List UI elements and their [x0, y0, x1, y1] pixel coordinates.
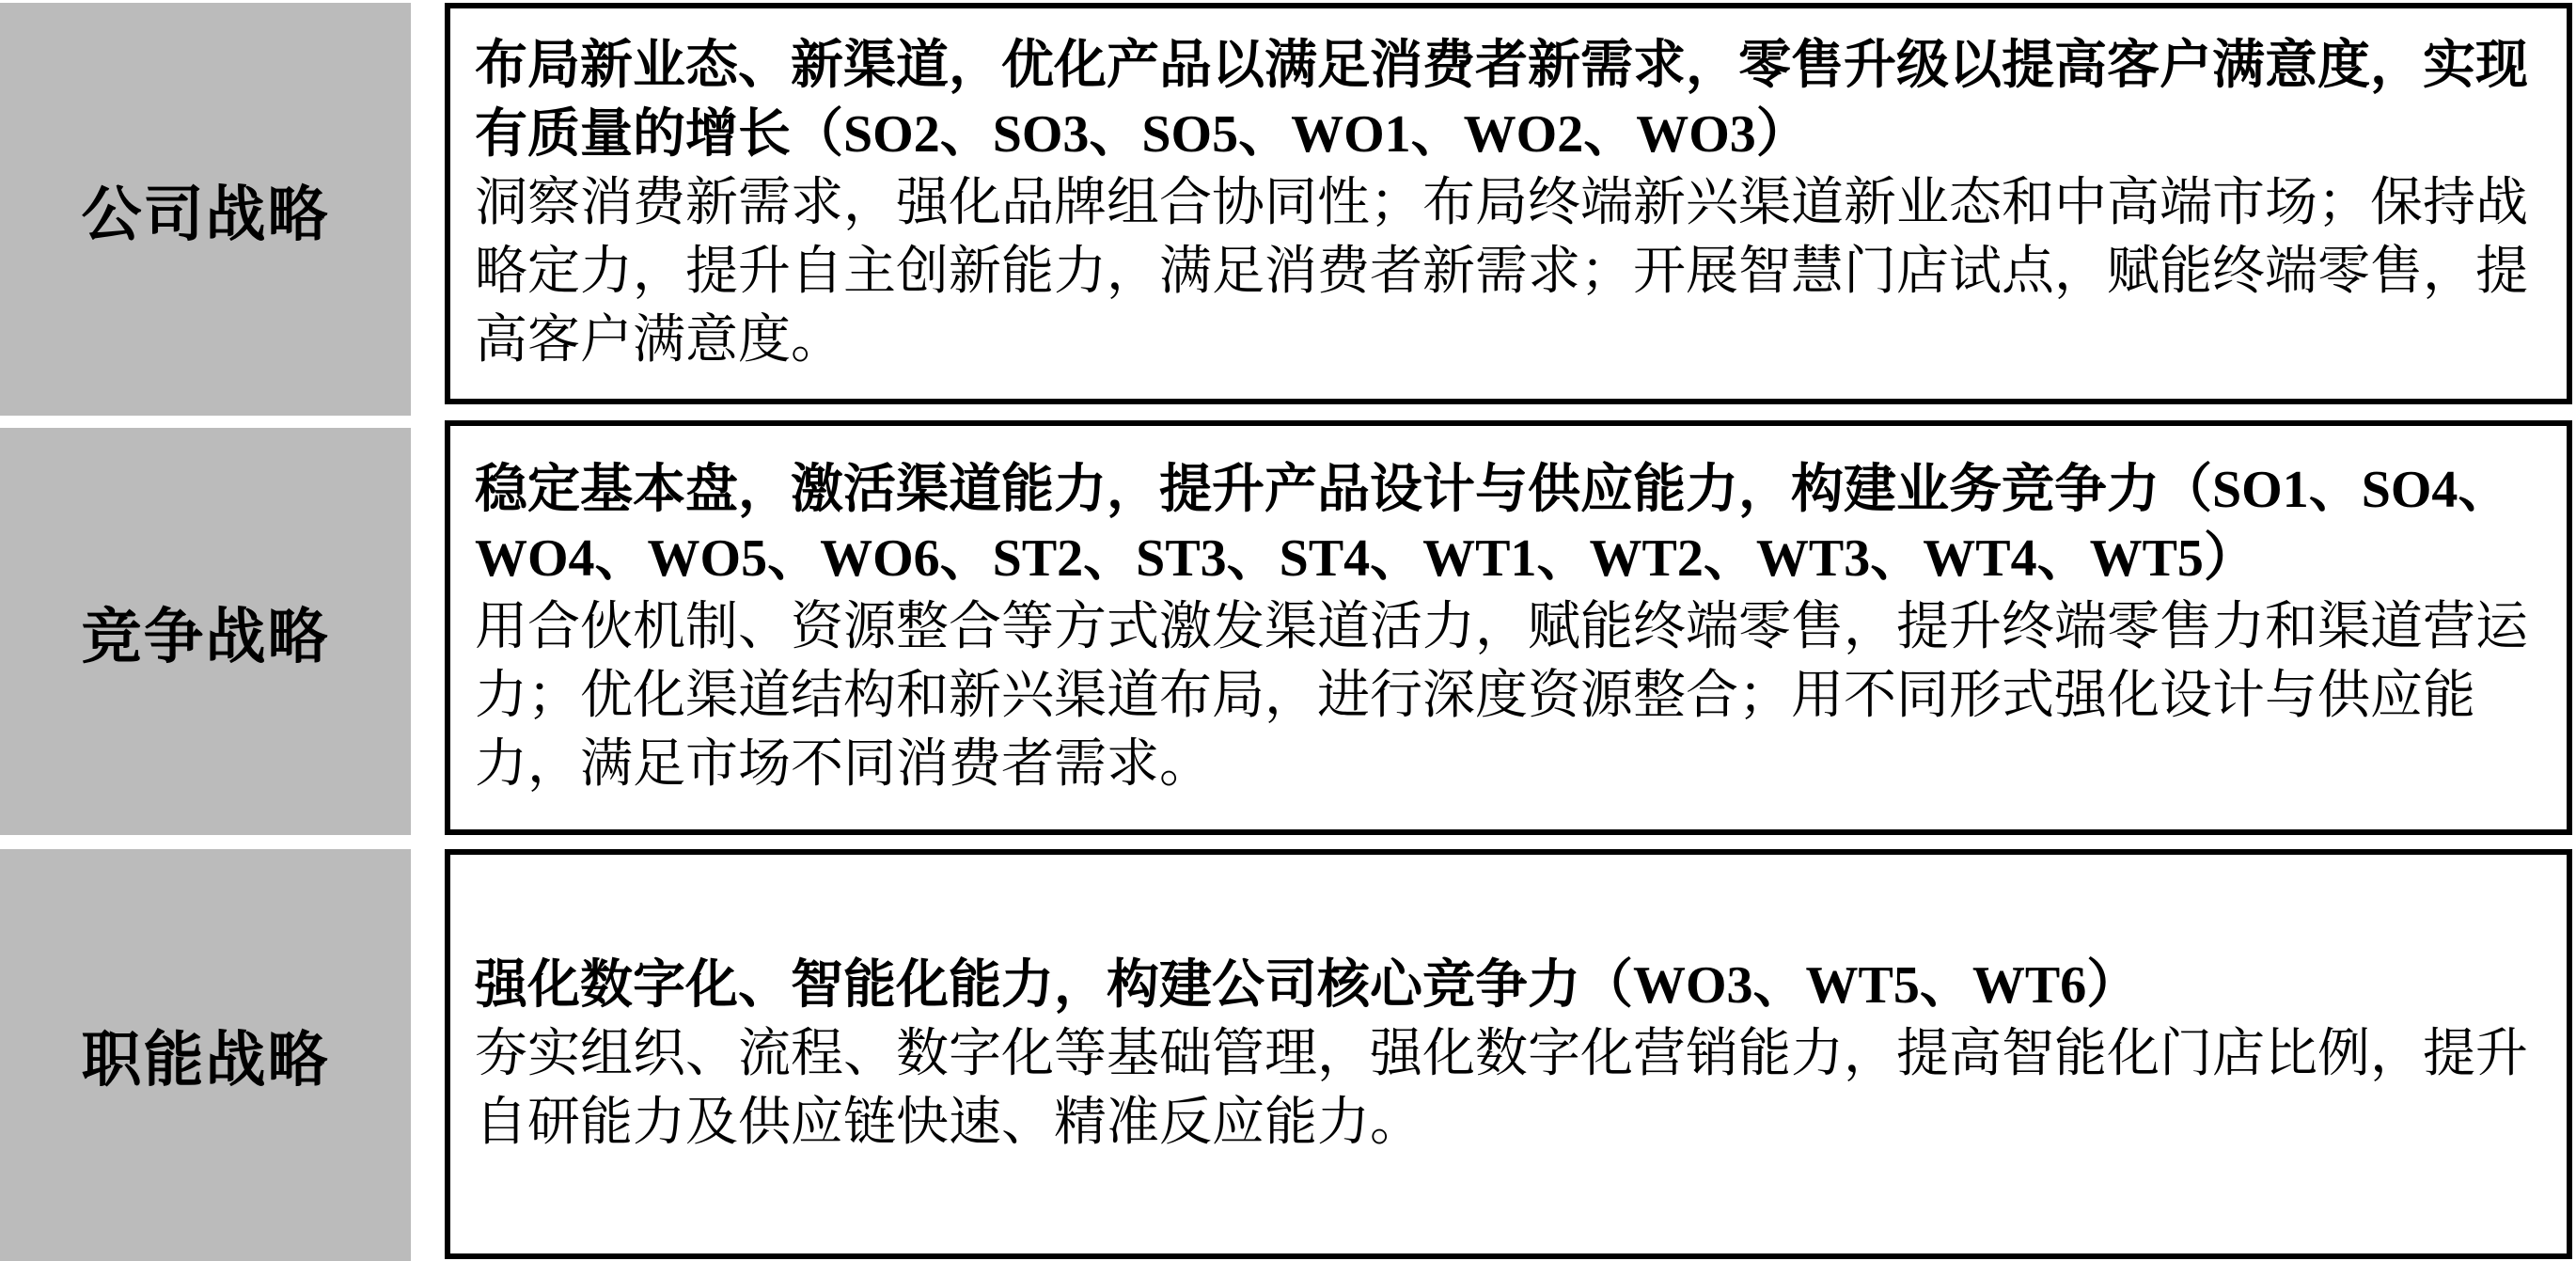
strategy-row-competitive — [0, 420, 2576, 835]
strategy-row-corporate — [0, 3, 2576, 416]
functional-strategy-label: 职能战略 — [0, 849, 411, 1261]
competitive-strategy-detail: 用合伙机制、资源整合等方式激发渠道活力，赋能终端零售，提升终端零售力和渠道营运力；优化渠道结构和新兴渠道布局，进行深度资源整合；用不同形式强化设计与供应能力，满足市场不同消费者需求。 — [475, 598, 2528, 794]
functional-strategy-box — [445, 849, 2572, 1259]
corporate-strategy-headline: 布局新业态、新渠道，优化产品以满足消费者新需求，零售升级以提高客户满意度，实现有质量的增长（SO2、SO3、SO5、WO1、WO2、WO3） — [475, 37, 2528, 164]
corporate-strategy-box — [445, 3, 2572, 404]
label-box-gap — [411, 420, 445, 835]
label-box-gap — [411, 849, 445, 1259]
functional-strategy-detail: 夯实组织、流程、数字化等基础管理，强化数字化营销能力，提高智能化门店比例，提升自研能力及供应链快速、精准反应能力。 — [475, 1024, 2528, 1152]
competitive-strategy-box — [445, 420, 2572, 835]
strategy-row-functional — [0, 849, 2576, 1259]
competitive-strategy-label: 竞争战略 — [0, 428, 411, 835]
corporate-strategy-label: 公司战略 — [0, 3, 411, 416]
corporate-strategy-detail: 洞察消费新需求，强化品牌组合协同性；布局终端新兴渠道新业态和中高端市场；保持战略定力，提升自主创新能力，满足消费者新需求；开展智慧门店试点，赋能终端零售，提高客户满意度。 — [475, 174, 2528, 370]
competitive-strategy-headline: 稳定基本盘，激活渠道能力，提升产品设计与供应能力，构建业务竞争力（SO1、SO4、WO4、WO5、WO6、ST2、ST3、ST4、WT1、WT2、WT3、WT4、WT5） — [475, 461, 2511, 588]
functional-strategy-headline: 强化数字化、智能化能力，构建公司核心竞争力（WO3、WT5、WT6） — [475, 955, 2140, 1015]
label-box-gap — [411, 3, 445, 416]
